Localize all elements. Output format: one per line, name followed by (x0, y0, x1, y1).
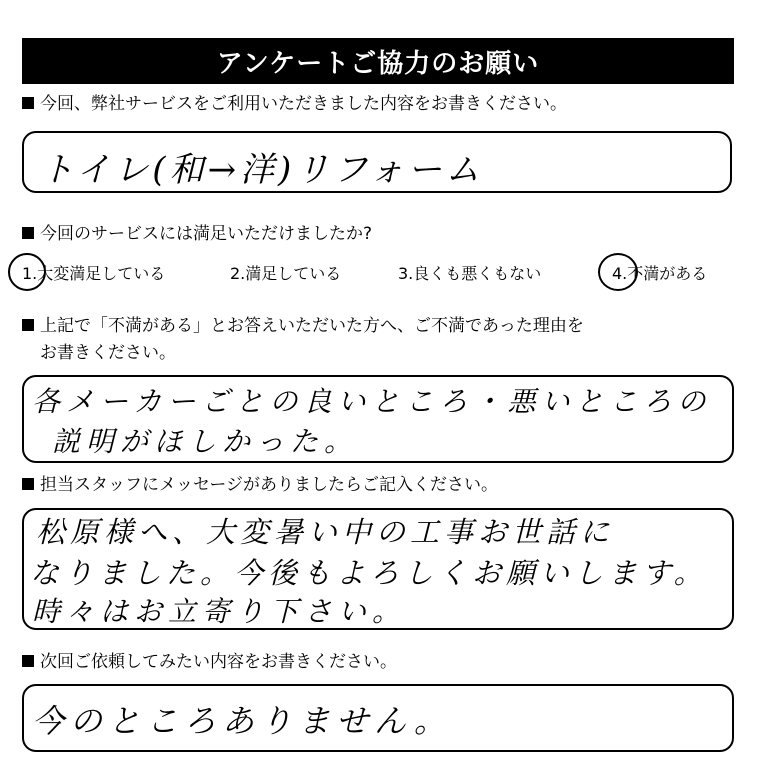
square-bullet-icon (22, 478, 34, 490)
answer-3-line-1: 各メーカーごとの良いところ・悪いところの (32, 385, 712, 418)
answer-5-handwriting: 今のところありません。 (32, 702, 452, 740)
satisfaction-options (6, 253, 766, 293)
question-1 (22, 92, 567, 116)
square-bullet-icon (22, 97, 34, 109)
square-bullet-icon (22, 227, 34, 239)
survey-title: アンケートご協力のお願い (22, 38, 734, 84)
question-3 (22, 314, 584, 338)
question-3-text-line-2: お書きください。 (40, 343, 176, 363)
answer-4-line-1: 松原様へ、大変暑い中の工事お世話に (36, 515, 615, 549)
answer-1-handwriting: トイレ(和→洋)リフォーム (40, 150, 484, 190)
question-4 (22, 473, 498, 497)
question-1-text: 今回、弊社サービスをご利用いただきました内容をお書きください。 (40, 94, 567, 114)
question-4-text: 担当スタッフにメッセージがありましたらご記入ください。 (40, 475, 498, 495)
option-2[interactable]: 2.満足している (230, 264, 342, 283)
square-bullet-icon (22, 319, 34, 331)
question-5 (22, 650, 397, 674)
square-bullet-icon (22, 655, 34, 667)
answer-3-line-2: 説明がほしかった。 (52, 425, 359, 458)
question-2 (22, 222, 372, 246)
question-3-text-line-1: 上記で「不満がある」とお答えいただいた方へ、ご不満であった理由を (40, 316, 584, 336)
question-5-text: 次回ご依頼してみたい内容をお書きください。 (40, 652, 397, 672)
question-3-line-2 (40, 341, 176, 365)
option-1[interactable]: 1.大変満足している (22, 264, 166, 283)
answer-4-line-3: 時々はお立寄り下さい。 (32, 595, 407, 628)
option-4[interactable]: 4.不満がある (612, 264, 708, 283)
question-2-text: 今回のサービスには満足いただけましたか? (40, 224, 373, 244)
option-3[interactable]: 3.良くも悪くもない (398, 264, 542, 283)
answer-4-line-2: なりました。今後もよろしくお願いします。 (30, 556, 708, 590)
